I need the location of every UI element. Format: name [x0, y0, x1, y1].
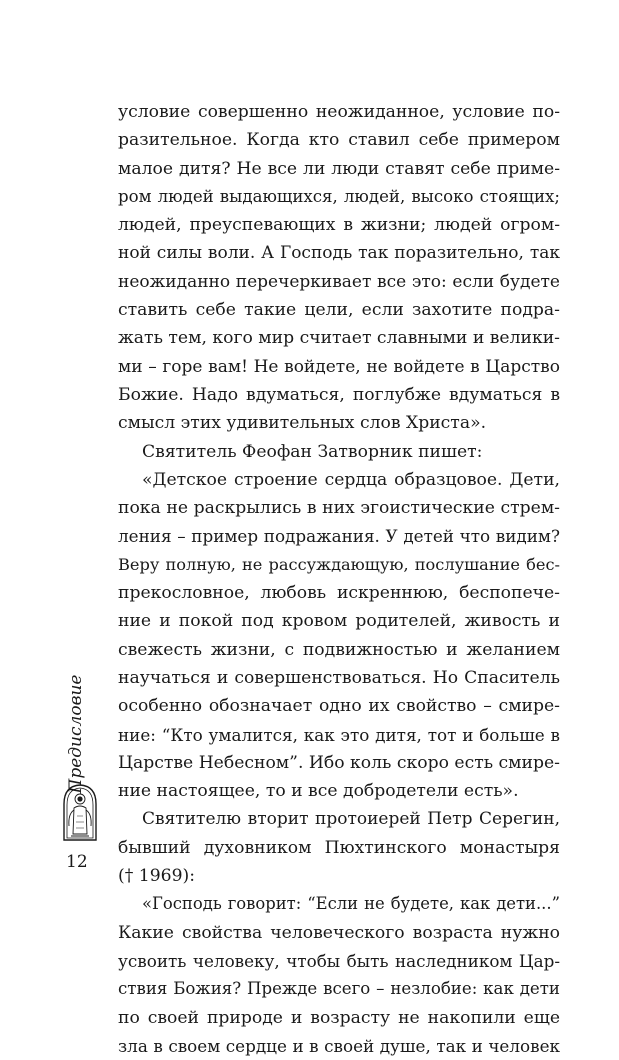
text-line: усвоить человеку, чтобы быть наследником Цар- — [118, 950, 560, 971]
text-line: «Детское строение сердца образцовое. Дети, — [142, 469, 560, 490]
text-line: жать тем, кого мир считает славными и велики- — [118, 328, 560, 349]
text-line: малое дитя? Не все ли люди ставят себе приме- — [118, 158, 560, 179]
text-line: († 1969): — [118, 866, 195, 887]
text-line: Святитель Феофан Затворник пишет: — [142, 441, 483, 462]
text-line: ления – пример подражания. У детей что видим? — [118, 526, 560, 547]
text-line: Веру полную, не рассуждающую, послушание бес- — [118, 554, 560, 574]
text-line: особенно обозначает одно их свойство – смире- — [118, 696, 560, 717]
body-text — [118, 98, 560, 1060]
text-line: ми – горе вам! Не войдете, не войдете в Царство — [118, 356, 560, 377]
text-line: прекословное, любовь искреннюю, беспопече- — [118, 583, 560, 604]
text-line: условие совершенно неожиданное, условие по- — [118, 102, 560, 122]
text-line: Царстве Небесном”. Ибо коль скоро есть смире- — [118, 752, 560, 773]
text-line: «Господь говорит: “Если не будете, как дети...” — [142, 894, 560, 914]
text-line: пока не раскрылись в них эгоистические стрем- — [118, 498, 560, 519]
text-line: зла в своем сердце и в своей душе, так и человек — [118, 1035, 560, 1056]
text-line: ной силы воли. А Господь так поразительно, так — [118, 243, 560, 264]
text-line: ствия Божия? Прежде всего – незлобие: как дети — [118, 979, 560, 999]
text-line: людей, преуспевающих в жизни; людей огром- — [118, 215, 560, 236]
text-line: по своей природе и возрасту не накопили еще — [118, 1007, 560, 1028]
angel-emblem-icon — [60, 782, 100, 842]
text-line: неожиданно перечеркивает все это: если будете — [118, 271, 560, 292]
text-line: ние и покой под кровом родителей, живость и — [118, 611, 560, 632]
text-line: ставить себе такие цели, если захотите подра- — [118, 300, 560, 321]
section-title: Предисловие — [66, 674, 86, 794]
text-line: разительное. Когда кто ставил себе примером — [118, 130, 560, 151]
text-line: ние настоящее, то и все добродетели есть». — [118, 781, 519, 802]
page-number: 12 — [66, 852, 88, 872]
text-line: Какие свойства человеческого возраста нужно — [118, 922, 560, 943]
text-line: Божие. Надо вдуматься, поглубже вдуматься в — [118, 384, 560, 405]
text-line: свежесть жизни, с подвижностью и желанием — [118, 639, 560, 660]
text-line: смысл этих удивительных слов Христа». — [118, 413, 487, 434]
text-line: Святителю вторит протоиерей Петр Серегин, — [142, 809, 560, 830]
text-line: бывший духовником Пюхтинского монастыря — [118, 837, 560, 858]
text-line: научаться и совершенствоваться. Но Спаситель — [118, 667, 560, 688]
text-line: ние: “Кто умалится, как это дитя, тот и больше в — [118, 724, 560, 745]
text-line: ром людей выдающихся, людей, высоко стоящих; — [118, 186, 560, 206]
